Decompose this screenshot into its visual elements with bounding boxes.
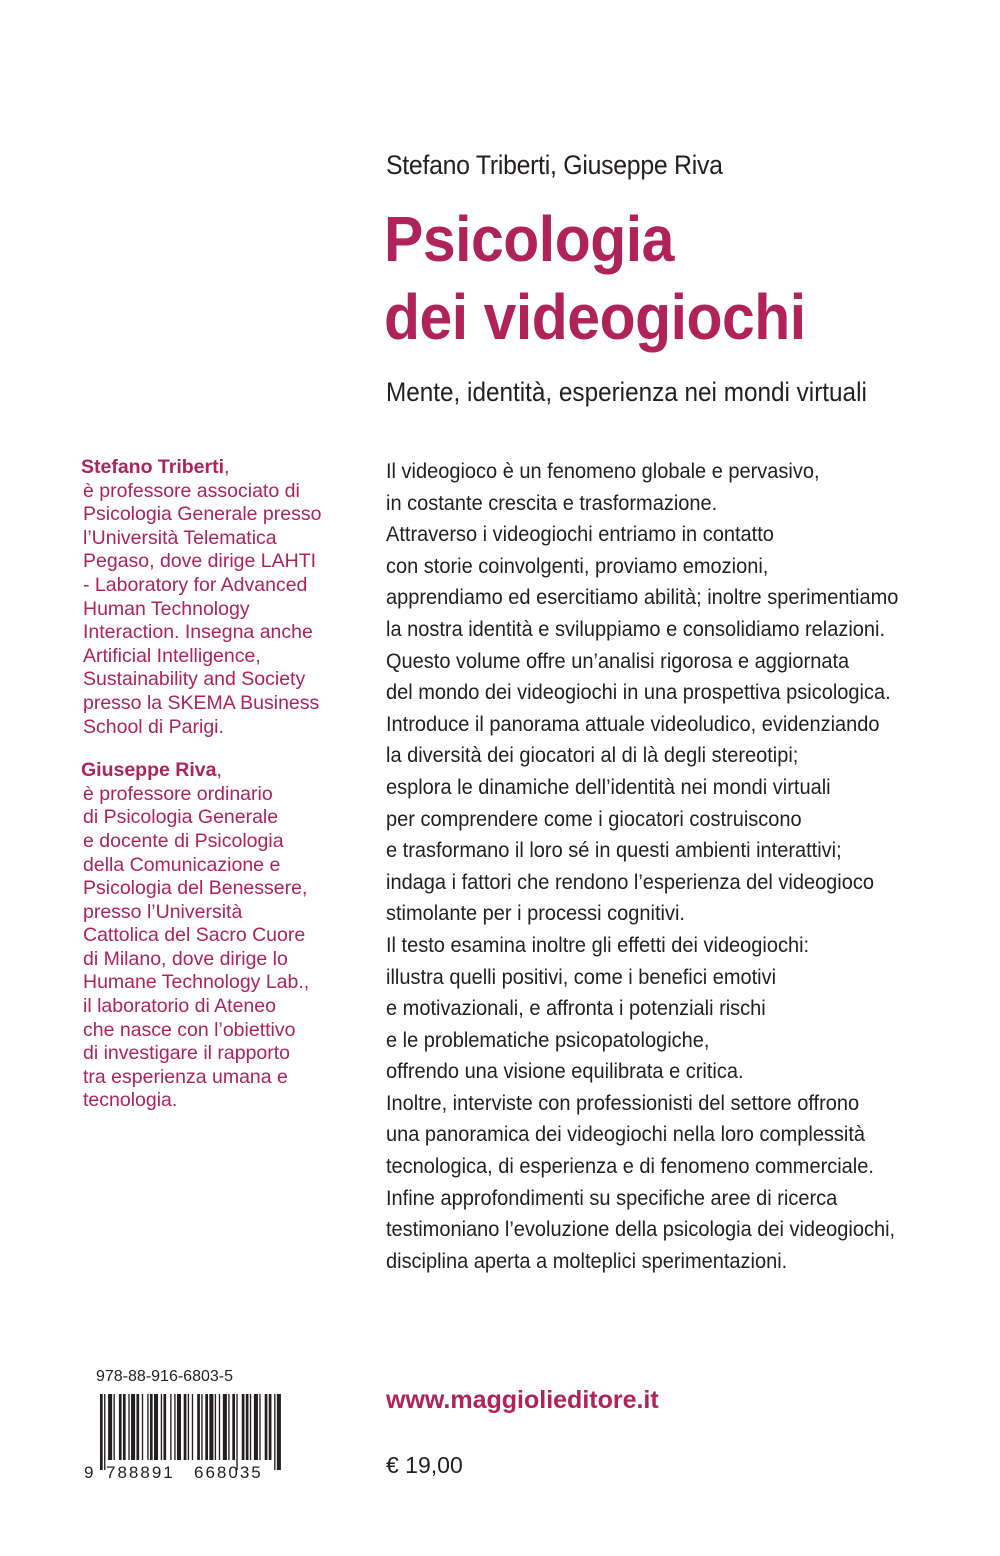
bio-line: l’Università Telematica [83,526,277,549]
bio-triberti: Stefano Triberti, è professore associato di Psicologia Generale presso l’Università Telematica Pegaso, dove dirige LAHTI - Laboratory for Advanced Human Technology Interaction. Insegna anche Artificial Intelligence, Sustainability and Society presso la SKEMA Business School di Parigi. [81,456,351,739]
bio-line: presso la SKEMA Business [83,691,320,714]
bio-line: Human Technology [83,597,250,620]
bio-line: Artificial Intelligence, [83,644,261,667]
barcode-bar [201,1394,202,1460]
publisher-website[interactable]: www.maggiolieditore.it [386,1386,659,1414]
barcode-bar [174,1394,175,1460]
barcode-bar [242,1394,245,1460]
barcode [82,1392,282,1482]
barcode-bar [192,1394,193,1460]
barcode-bar [147,1394,148,1460]
description-line: in costante crescita e trasformazione. [386,490,718,515]
bio-name: Giuseppe Riva [81,759,217,782]
description-line: illustra quelli positivi, come i benefici emotivi [386,964,777,989]
description-line: e le problematiche psicopatologiche, [386,1027,710,1052]
description-line: Infine approfondimenti su specifiche aree di ricerca [386,1185,838,1210]
barcode-digits-right: 668035 [194,1463,263,1482]
barcode-bar [100,1394,103,1470]
barcode-bar [219,1394,220,1460]
bio-line: e docente di Psicologia [83,829,284,852]
description-line: testimoniano l’evoluzione della psicologia dei videogiochi, [386,1217,896,1242]
description-line: indaga i fattori che rendono l’esperienza del videogioco [386,869,874,894]
bio-line: della Comunicazione e [83,853,281,876]
description-line: per comprendere come i giocatori costruiscono [386,806,802,831]
description-line: con storie coinvolgenti, proviamo emozioni, [386,553,769,578]
barcode-digits-left: 788891 [106,1463,175,1482]
bio-line: Psicologia del Benessere, [83,877,308,900]
barcode-bar [246,1394,249,1460]
barcode-bar [154,1394,158,1460]
barcode-bar [163,1394,166,1460]
description-line: del mondo dei videogiochi in una prospettiva psicologica. [386,680,891,705]
title-line-1: Psicologia [384,203,674,275]
description-line: Questo volume offre un’analisi rigorosa e aggiornata [386,648,850,673]
bio-line: - Laboratory for Advanced [83,573,308,596]
author-bios [81,456,351,1133]
bio-text [81,480,351,740]
barcode-bar [119,1394,122,1460]
barcode-bar [136,1394,139,1460]
bio-line: Humane Technology Lab., [83,971,310,994]
description-line: esplora le dinamiche dell’identità nei mondi virtuali [386,774,831,799]
barcode-bar [128,1394,129,1460]
bio-line: Sustainability and Society [83,668,306,691]
barcode-bar [131,1394,135,1460]
book-description [386,456,946,1277]
bio-line: School di Parigi. [83,715,224,738]
barcode-bar [188,1394,189,1460]
description-line: Il testo esamina inoltre gli effetti dei videogiochi: [386,932,810,957]
barcode-bar [161,1394,162,1460]
bio-line: di investigare il rapporto [83,1042,291,1065]
barcode-bar [184,1394,187,1460]
description-line: Attraverso i videogiochi entriamo in contatto [386,522,774,547]
bio-line: tecnologia. [83,1089,178,1112]
isbn: 978-88-916-6803-5 [96,1368,233,1385]
bio-line: Psicologia Generale presso [83,503,322,526]
description-line: stimolante per i processi cognitivi. [386,901,685,926]
barcode-bar [254,1394,258,1460]
description-line: e motivazionali, e affronta i potenziali rischi [386,996,766,1021]
barcode-bar [274,1394,275,1470]
description-line: la nostra identità e sviluppiamo e consolidiamo relazioni. [386,616,886,641]
description-line: Il videogioco è un fenomeno globale e pervasivo, [386,459,820,483]
bio-line: tra esperienza umana e [83,1065,288,1088]
barcode-bar [170,1394,171,1460]
bio-line: è professore associato di [83,479,300,502]
description-line: Introduce il panorama attuale videoludico, evidenziando [386,711,880,736]
bio-text [81,783,351,1113]
bio-line: di Psicologia Generale [83,806,279,829]
barcode-bar [123,1394,126,1460]
bio-line: presso l’Università [83,900,243,923]
description-line: apprendiamo ed esercitiamo abilità; inoltre sperimentiamo [386,585,899,610]
bio-line: il laboratorio di Ateneo [83,995,276,1018]
book-title [384,200,806,356]
barcode-bar [215,1394,216,1460]
barcode-digit-first: 9 [84,1463,94,1482]
authors: Stefano Triberti, Giuseppe Riva [386,150,723,180]
description-line: e trasformano il loro sé in questi ambienti interattivi; [386,838,842,863]
description-line: una panoramica dei videogiochi nella loro complessità [386,1122,866,1147]
bio-line: che nasce con l’obiettivo [83,1018,296,1041]
barcode-bar [104,1394,105,1470]
barcode-bar [232,1394,235,1460]
barcode-bar [236,1394,237,1470]
bio-line: Pegaso, dove dirige LAHTI [83,550,317,573]
barcode-bar [197,1394,200,1460]
bio-name: Stefano Triberti [81,456,225,478]
book-subtitle: Mente, identità, esperienza nei mondi virtuali [386,377,867,407]
description-line: offrendo una visione equilibrata e critica. [386,1059,744,1084]
description-line: disciplina aperta a molteplici sperimentazioni. [386,1248,788,1273]
barcode-bars [100,1394,281,1470]
barcode-bar [150,1394,153,1460]
barcode-bar [108,1394,112,1460]
barcode-bar [209,1394,213,1460]
price: € 19,00 [386,1452,463,1478]
barcode-bar [250,1394,251,1460]
barcode-bar [114,1394,115,1460]
barcode-bar [228,1394,229,1460]
barcode-bar [259,1394,260,1460]
bio-line: Cattolica del Sacro Cuore [83,924,306,947]
bio-line: è professore ordinario [83,782,273,805]
bio-line: di Milano, dove dirige lo [83,947,288,970]
bio-riva: Giuseppe Riva, è professore ordinario di Psicologia Generale e docente di Psicologia della Comunicazione e Psicologia del Benessere, presso l’Università Cattolica del Sacro Cuore di Milano, dove dirige lo Humane Technology Lab., il laboratorio di Ateneo che nasce con l’obiettivo di investigare il rapporto tra esperienza umana e tecnologia. [81,759,351,1113]
barcode-bar [177,1394,181,1460]
description-line: la diversità dei giocatori al di là degli stereotipi; [386,743,799,768]
barcode-bar [269,1394,272,1460]
barcode-bar [142,1394,143,1460]
bio-line: Interaction. Insegna anche [83,621,313,644]
barcode-bar [223,1394,227,1460]
barcode-bar [265,1394,268,1460]
description-line: tecnologica, di esperienza e di fenomeno commerciale. [386,1154,874,1179]
barcode-bar [277,1394,281,1470]
title-line-2: dei videogiochi [384,281,806,353]
description-line: Inoltre, interviste con professionisti del settore offrono [386,1090,860,1115]
barcode-bar [205,1394,208,1460]
